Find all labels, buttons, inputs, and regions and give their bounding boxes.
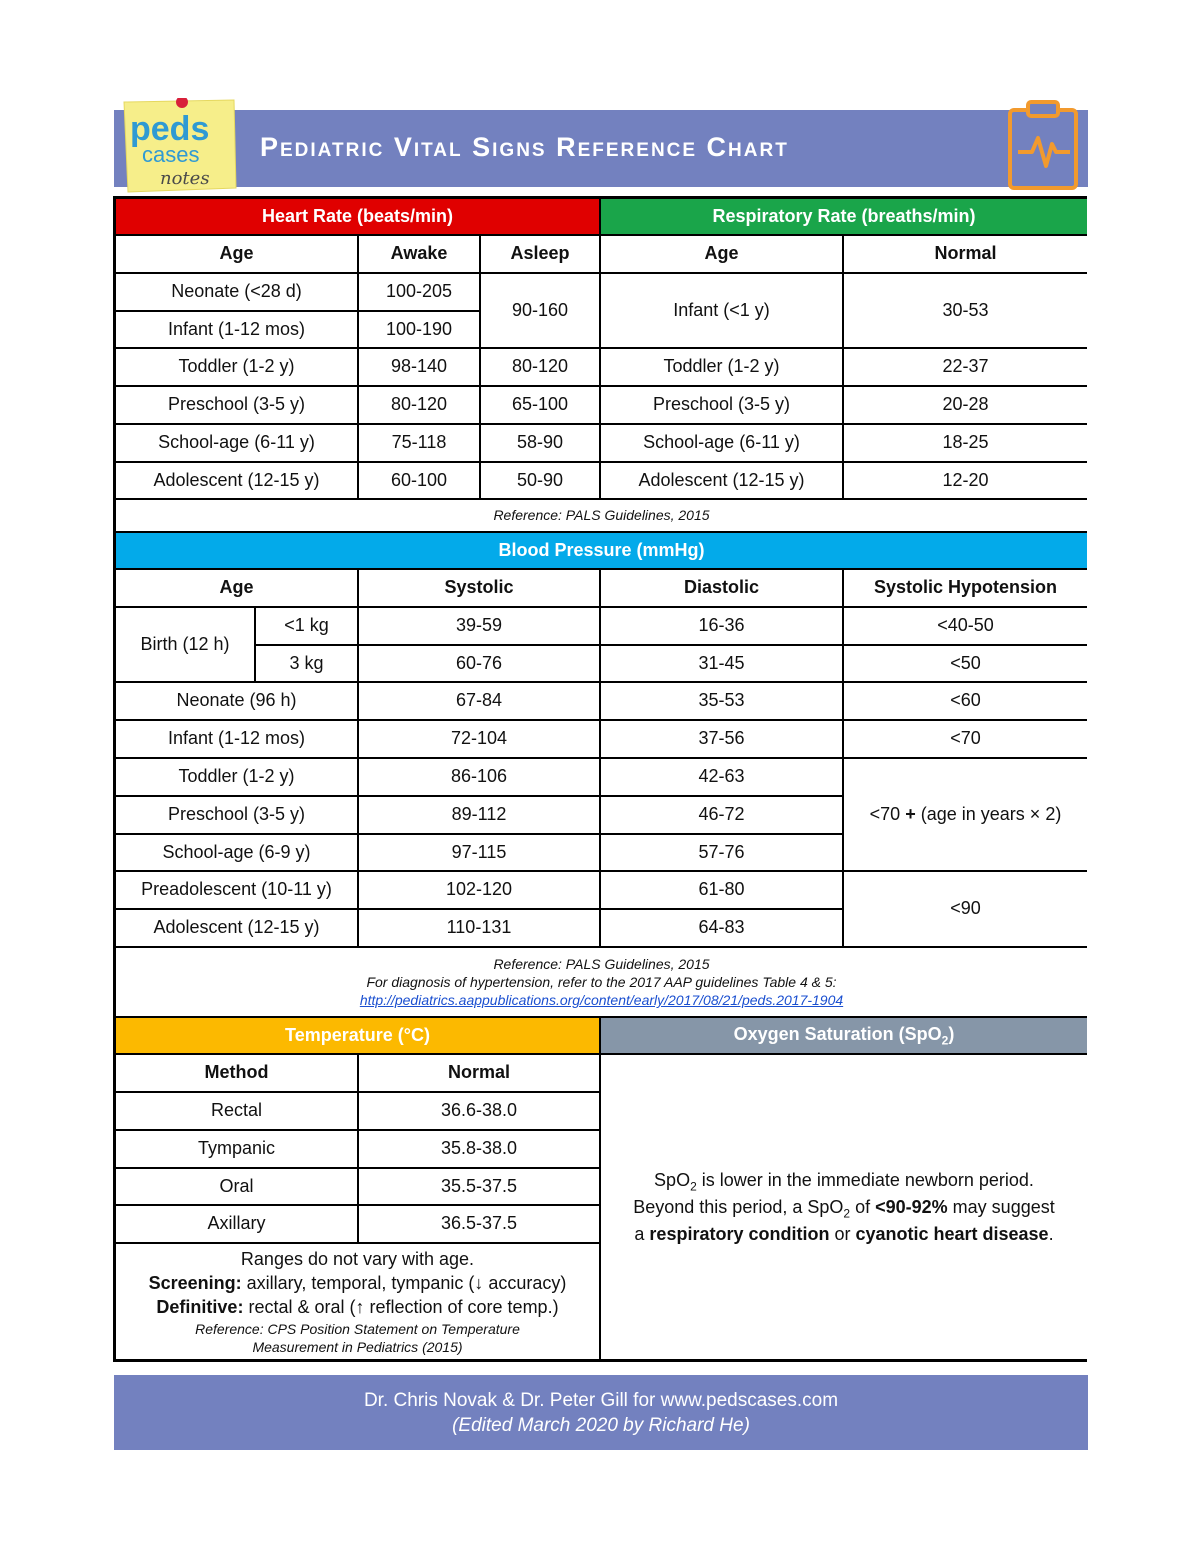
footer-edit-note: (Edited March 2020 by Richard He) [452, 1414, 750, 1436]
condition-cyanotic: cyanotic heart disease [855, 1223, 1049, 1244]
hr-awake-cell: 98-140 [359, 349, 481, 387]
vital-signs-table [113, 196, 1087, 1362]
bp-age-cell: <1 kg [256, 608, 359, 646]
hr-awake-cell: 100-205 [359, 274, 481, 312]
bp-age-cell: Preschool (3-5 y) [116, 797, 359, 835]
temp-normal-cell: 35.8-38.0 [359, 1131, 601, 1169]
hr-age-cell: Infant (1-12 mos) [116, 312, 359, 349]
bp-systolic-cell: 86-106 [359, 759, 601, 797]
rr-col-age: Age [601, 236, 844, 274]
header-banner [114, 110, 1088, 187]
bp-col-hypotension: Systolic Hypotension [844, 570, 1087, 608]
hr-age-cell: Toddler (1-2 y) [116, 349, 359, 387]
temp-col-normal: Normal [359, 1055, 601, 1093]
hr-rr-reference: Reference: PALS Guidelines, 2015 [116, 500, 1087, 533]
bp-hypo-older-cell: <90 [844, 872, 1087, 948]
bp-hypo-cell: <60 [844, 683, 1087, 721]
bp-age-cell: Toddler (1-2 y) [116, 759, 359, 797]
bp-systolic-cell: 39-59 [359, 608, 601, 646]
rr-age-cell: Infant (<1 y) [601, 274, 844, 349]
bp-diastolic-cell: 16-36 [601, 608, 844, 646]
temp-method-cell: Oral [116, 1169, 359, 1206]
bp-diastolic-cell: 64-83 [601, 910, 844, 948]
temp-method-cell: Tympanic [116, 1131, 359, 1169]
hypo-formula-pre: <70 [869, 803, 901, 824]
respiratory-rate-header: Respiratory Rate (breaths/min) [601, 199, 1087, 236]
hr-asleep-cell: 58-90 [481, 425, 601, 463]
bp-diastolic-cell: 31-45 [601, 646, 844, 683]
logo-peds: peds [130, 110, 210, 148]
bp-diastolic-cell: 61-80 [601, 872, 844, 910]
rr-normal-cell: 18-25 [844, 425, 1087, 463]
bp-hypo-cell: <40-50 [844, 608, 1087, 646]
rr-age-cell: School-age (6-11 y) [601, 425, 844, 463]
rr-normal-cell: 22-37 [844, 349, 1087, 387]
oxygen-line3-b: or [829, 1223, 856, 1244]
oxygen-title-post: ) [948, 1023, 955, 1044]
bp-reference-block [116, 948, 1087, 1018]
bp-diastolic-cell: 42-63 [601, 759, 844, 797]
hr-awake-cell: 80-120 [359, 387, 481, 425]
bp-diastolic-cell: 35-53 [601, 683, 844, 721]
rr-age-cell: Preschool (3-5 y) [601, 387, 844, 425]
spo2-sub: 2 [843, 1206, 851, 1221]
bp-systolic-cell: 67-84 [359, 683, 601, 721]
temp-normal-cell: 35.5-37.5 [359, 1169, 601, 1206]
hr-age-cell: Preschool (3-5 y) [116, 387, 359, 425]
oxygen-title-sub: 2 [941, 1033, 949, 1048]
rr-age-cell: Adolescent (12-15 y) [601, 463, 844, 500]
hypo-formula-post: (age in years × 2) [920, 803, 1062, 824]
hr-asleep-merged-cell: 90-160 [481, 274, 601, 349]
bp-age-cell: Preadolescent (10-11 y) [116, 872, 359, 910]
bp-age-cell: Neonate (96 h) [116, 683, 359, 721]
bp-diastolic-cell: 57-76 [601, 835, 844, 872]
temp-method-cell: Axillary [116, 1206, 359, 1244]
temp-note-line1: Ranges do not vary with age. [240, 1248, 475, 1269]
temperature-header: Temperature (°C) [116, 1018, 601, 1055]
page-title: Pediatric Vital Signs Reference Chart [260, 132, 789, 162]
rr-normal-cell: 20-28 [844, 387, 1087, 425]
bp-systolic-cell: 97-115 [359, 835, 601, 872]
spo2-threshold: <90-92% [875, 1196, 948, 1217]
oxygen-line2-c: may suggest [947, 1196, 1055, 1217]
condition-respiratory: respiratory condition [649, 1223, 830, 1244]
oxygen-title-pre: Oxygen Saturation (SpO [733, 1023, 942, 1044]
bp-hypo-cell: <70 [844, 721, 1087, 759]
bp-birth-label: Birth (12 h) [116, 608, 256, 683]
definitive-text: rectal & oral (↑ reflection of core temp.) [248, 1297, 559, 1318]
hr-col-awake: Awake [359, 236, 481, 274]
hr-awake-cell: 100-190 [359, 312, 481, 349]
rr-normal-cell: 30-53 [844, 274, 1087, 349]
hr-age-cell: School-age (6-11 y) [116, 425, 359, 463]
spo2-label: SpO [654, 1170, 691, 1191]
rr-normal-cell: 12-20 [844, 463, 1087, 500]
oxygen-line2-a: Beyond this period, a [633, 1196, 808, 1217]
bp-diastolic-cell: 46-72 [601, 797, 844, 835]
hr-age-cell: Neonate (<28 d) [116, 274, 359, 312]
bp-systolic-cell: 102-120 [359, 872, 601, 910]
logo-notes: notes [160, 168, 210, 189]
bp-systolic-cell: 72-104 [359, 721, 601, 759]
footer-credits: Dr. Chris Novak & Dr. Peter Gill for www.pedscases.com [363, 1390, 839, 1411]
bp-hypertension-note: For diagnosis of hypertension, refer to the 2017 AAP guidelines Table 4 & 5: [366, 973, 837, 990]
oxygen-line3-a: a [634, 1223, 650, 1244]
pedscases-logo [120, 98, 238, 194]
hr-asleep-cell: 80-120 [481, 349, 601, 387]
bp-col-systolic: Systolic [359, 570, 601, 608]
hr-col-asleep: Asleep [481, 236, 601, 274]
heart-rate-header: Heart Rate (beats/min) [116, 199, 601, 236]
bp-systolic-cell: 89-112 [359, 797, 601, 835]
oxygen-line3-c: . [1048, 1223, 1054, 1244]
bp-age-cell: Infant (1-12 mos) [116, 721, 359, 759]
spo2-sub: 2 [690, 1179, 697, 1194]
hr-awake-cell: 60-100 [359, 463, 481, 500]
oxygen-saturation-header [601, 1018, 1087, 1055]
bp-col-diastolic: Diastolic [601, 570, 844, 608]
spo2-label: SpO [807, 1196, 844, 1217]
bp-systolic-cell: 60-76 [359, 646, 601, 683]
hr-asleep-cell: 50-90 [481, 463, 601, 500]
hr-col-age: Age [116, 236, 359, 274]
temperature-reference: Reference: CPS Position Statement on Temperature Measurement in Pediatrics (2015) [195, 1320, 520, 1355]
bp-age-cell: Adolescent (12-15 y) [116, 910, 359, 948]
temperature-note [116, 1244, 601, 1359]
temp-method-cell: Rectal [116, 1093, 359, 1131]
bp-diastolic-cell: 37-56 [601, 721, 844, 759]
oxygen-line1: is lower in the immediate newborn period. [696, 1170, 1034, 1191]
clipboard-heartbeat-icon [1006, 96, 1082, 192]
bp-hypo-formula-cell [844, 759, 1087, 872]
bp-systolic-cell: 110-131 [359, 910, 601, 948]
temp-normal-cell: 36.5-37.5 [359, 1206, 601, 1244]
bp-age-cell: School-age (6-9 y) [116, 835, 359, 872]
hypo-formula-plus: + [905, 803, 916, 824]
bp-hypo-cell: <50 [844, 646, 1087, 683]
blood-pressure-header: Blood Pressure (mmHg) [116, 533, 1087, 570]
screening-label: Screening: [148, 1273, 242, 1294]
hr-asleep-cell: 65-100 [481, 387, 601, 425]
bp-age-cell: 3 kg [256, 646, 359, 683]
rr-age-cell: Toddler (1-2 y) [601, 349, 844, 387]
aap-guidelines-link[interactable]: http://pediatrics.aappublications.org/content/early/2017/08/21/peds.2017-1904 [359, 992, 844, 1009]
footer-banner [114, 1375, 1088, 1450]
bp-reference: Reference: PALS Guidelines, 2015 [493, 955, 710, 972]
temp-normal-cell: 36.6-38.0 [359, 1093, 601, 1131]
logo-cases: cases [142, 142, 200, 167]
oxygen-line2-b: of [850, 1196, 876, 1217]
rr-col-normal: Normal [844, 236, 1087, 274]
hr-age-cell: Adolescent (12-15 y) [116, 463, 359, 500]
definitive-label: Definitive: [156, 1297, 244, 1318]
screening-text: axillary, temporal, tympanic (↓ accuracy) [246, 1273, 567, 1294]
temp-col-method: Method [116, 1055, 359, 1093]
bp-col-age: Age [116, 570, 359, 608]
hr-awake-cell: 75-118 [359, 425, 481, 463]
oxygen-saturation-body [601, 1055, 1087, 1359]
